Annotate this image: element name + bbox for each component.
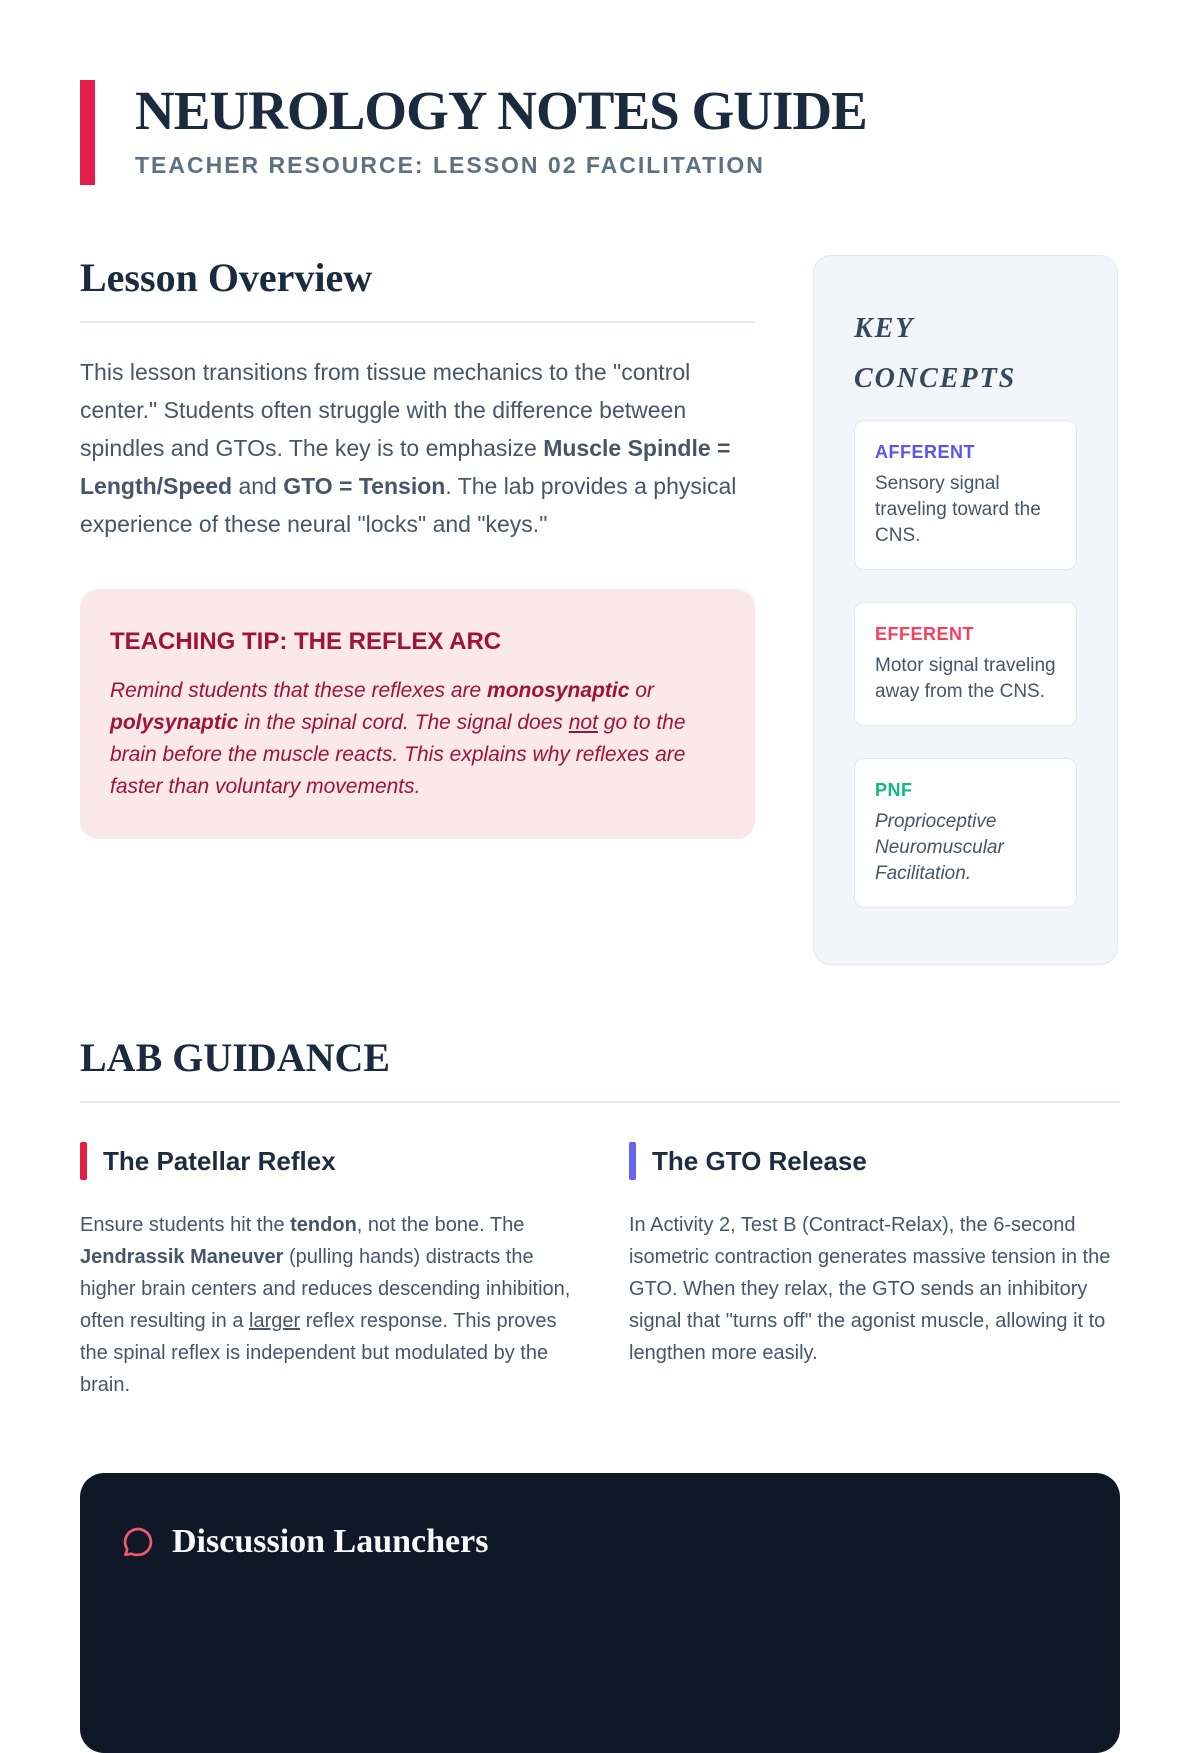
lab-column-body: In Activity 2, Test B (Contract-Relax), the 6-second isometric contraction generates massive tension in the GTO. When they relax, the GTO sends an inhibitory signal that "turns off" the agonist muscle, allowing it to lengthen more easily.	[629, 1214, 1111, 1364]
doc-header	[80, 80, 1120, 185]
lab-guidance-heading: LAB GUIDANCE	[80, 1035, 391, 1080]
concept-card-pnf	[854, 758, 1077, 908]
lab-guidance-section	[80, 1035, 1120, 1401]
title-accent-bar	[80, 80, 95, 185]
lab-guidance-divider	[80, 1101, 1120, 1103]
lesson-overview-section	[80, 255, 755, 839]
speech-bubble-icon	[120, 1524, 156, 1560]
lab-column-title: The Patellar Reflex	[103, 1145, 336, 1176]
page	[0, 80, 1200, 1753]
concept-label: EFFERENT	[875, 624, 975, 644]
main-content	[80, 255, 1120, 965]
overview-paragraph: This lesson transitions from tissue mechanics to the "control center." Students often struggle with the difference between spindles and GTOs. The key is to emphasize Muscle Spindle = Length/Speed and GTO = Tension. The lab provides a physical experience of these neural "locks" and "keys."	[80, 359, 737, 537]
concept-label: PNF	[875, 780, 913, 800]
key-concepts-sidebar	[813, 255, 1118, 965]
discussion-header	[120, 1523, 1080, 1561]
lab-column-header	[629, 1141, 1120, 1181]
teaching-tip-body: Remind students that these reflexes are monosynaptic or polysynaptic in the spinal cord. The signal does not go to the brain before the muscle reacts. This explains why reflexes are faster than voluntary movements.	[110, 679, 686, 798]
concept-text: Motor signal traveling away from the CNS.	[875, 655, 1056, 702]
teaching-tip-callout	[80, 589, 755, 839]
teaching-tip-title: TEACHING TIP: THE REFLEX ARC	[110, 628, 502, 655]
page-subtitle: TEACHER RESOURCE: LESSON 02 FACILITATION	[135, 152, 765, 178]
discussion-launchers-panel	[80, 1473, 1120, 1753]
sidebar-heading: KEY CONCEPTS	[854, 313, 1017, 394]
concept-label: AFFERENT	[875, 442, 975, 462]
concept-card-efferent	[854, 602, 1077, 726]
patellar-accent-bar	[80, 1142, 87, 1180]
lab-column-body: Ensure students hit the tendon, not the bone. The Jendrassik Maneuver (pulling hands) distracts the higher brain centers and reduces descending inhibition, often resulting in a larger reflex response. This proves the spinal reflex is independent but modulated by the brain.	[80, 1214, 571, 1396]
concept-card-afferent	[854, 420, 1077, 570]
discussion-title: Discussion Launchers	[172, 1523, 489, 1560]
overview-divider	[80, 321, 755, 323]
page-title: NEUROLOGY NOTES GUIDE	[135, 80, 867, 141]
concept-text: Proprioceptive Neuromuscular Facilitation.	[875, 811, 1004, 884]
lab-columns	[80, 1141, 1120, 1401]
lab-column-header	[80, 1141, 571, 1181]
lab-column-gto-release	[629, 1141, 1120, 1401]
lab-column-patellar-reflex	[80, 1141, 571, 1401]
lab-column-title: The GTO Release	[652, 1145, 867, 1176]
concept-text: Sensory signal traveling toward the CNS.	[875, 473, 1041, 546]
gto-accent-bar	[629, 1142, 636, 1180]
overview-heading: Lesson Overview	[80, 255, 373, 300]
title-block	[135, 80, 867, 185]
